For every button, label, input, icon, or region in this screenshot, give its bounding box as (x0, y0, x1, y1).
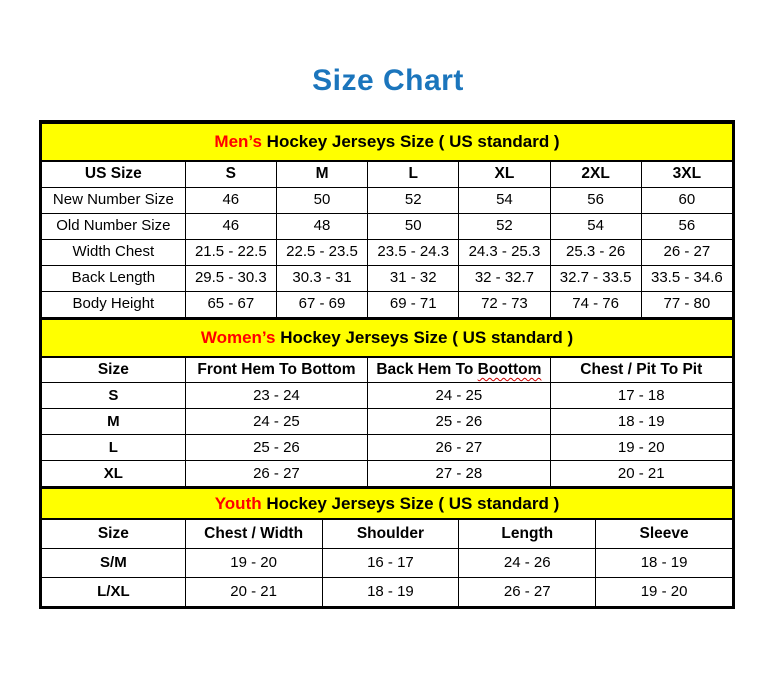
data-cell: 69 - 71 (368, 291, 459, 317)
column-header: Chest / Pit To Pit (550, 357, 732, 383)
table-row (42, 548, 733, 577)
column-header: Chest / Width (185, 519, 322, 548)
mens-title-rest: Hockey Jerseys Size ( US standard ) (261, 132, 560, 152)
table-row (42, 383, 733, 409)
row-label: M (42, 409, 186, 435)
row-label: Width Chest (42, 239, 186, 265)
data-cell: 67 - 69 (276, 291, 367, 317)
row-label: L (42, 435, 186, 461)
data-cell: 26 - 27 (185, 461, 367, 487)
column-header: Sleeve (596, 519, 733, 548)
data-cell: 18 - 19 (550, 409, 732, 435)
data-cell: 24 - 25 (368, 383, 550, 409)
womens-title-accent: Women’s (200, 327, 276, 347)
data-cell: 60 (641, 187, 732, 213)
youth-section-title (42, 488, 733, 519)
table-row (42, 435, 733, 461)
data-cell: 17 - 18 (550, 383, 732, 409)
table-row (42, 239, 733, 265)
data-cell: 19 - 20 (185, 548, 322, 577)
data-cell: 77 - 80 (641, 291, 732, 317)
row-label: S/M (42, 548, 186, 577)
womens-title-rest: Hockey Jerseys Size ( US standard ) (275, 327, 574, 347)
table-row (42, 187, 733, 213)
row-label: S (42, 383, 186, 409)
table-row (42, 461, 733, 487)
table-row (42, 265, 733, 291)
data-cell: 46 (185, 213, 276, 239)
data-cell: 24.3 - 25.3 (459, 239, 550, 265)
data-cell: 26 - 27 (368, 435, 550, 461)
table-row (42, 213, 733, 239)
column-header: Size (42, 357, 186, 383)
data-cell: 19 - 20 (596, 577, 733, 606)
column-header-row (42, 357, 733, 383)
data-cell: 27 - 28 (368, 461, 550, 487)
data-cell: 29.5 - 30.3 (185, 265, 276, 291)
data-cell: 32.7 - 33.5 (550, 265, 641, 291)
data-cell: 25 - 26 (368, 409, 550, 435)
youth-section-band (42, 488, 733, 519)
data-cell: 26 - 27 (459, 577, 596, 606)
data-cell: 54 (550, 213, 641, 239)
data-cell: 18 - 19 (596, 548, 733, 577)
data-cell: 50 (276, 187, 367, 213)
column-header: XL (459, 161, 550, 187)
youth-title-rest: Hockey Jerseys Size ( US standard ) (261, 493, 560, 513)
row-label: XL (42, 461, 186, 487)
data-cell: 16 - 17 (322, 548, 459, 577)
column-header-row (42, 519, 733, 548)
womens-size-table (41, 318, 733, 488)
womens-section-title (42, 319, 733, 357)
data-cell: 26 - 27 (641, 239, 732, 265)
data-cell: 65 - 67 (185, 291, 276, 317)
mens-section-band (42, 123, 733, 161)
column-header: Back Hem To Boottom (368, 357, 550, 383)
youth-size-table (41, 487, 733, 607)
data-cell: 21.5 - 22.5 (185, 239, 276, 265)
data-cell: 31 - 32 (368, 265, 459, 291)
size-chart-container (39, 120, 735, 609)
table-row (42, 409, 733, 435)
data-cell: 33.5 - 34.6 (641, 265, 732, 291)
mens-size-table (41, 122, 733, 318)
data-cell: 22.5 - 23.5 (276, 239, 367, 265)
data-cell: 24 - 26 (459, 548, 596, 577)
row-label: L/XL (42, 577, 186, 606)
data-cell: 72 - 73 (459, 291, 550, 317)
row-label: New Number Size (42, 187, 186, 213)
data-cell: 46 (185, 187, 276, 213)
misspelled-word: Boottom (477, 360, 542, 378)
youth-title-accent: Youth (214, 493, 262, 513)
data-cell: 50 (368, 213, 459, 239)
data-cell: 32 - 32.7 (459, 265, 550, 291)
row-label: Old Number Size (42, 213, 186, 239)
page-title: Size Chart (312, 64, 464, 97)
data-cell: 54 (459, 187, 550, 213)
column-header: S (185, 161, 276, 187)
data-cell: 19 - 20 (550, 435, 732, 461)
mens-title-accent: Men’s (214, 132, 262, 152)
table-row (42, 291, 733, 317)
data-cell: 20 - 21 (185, 577, 322, 606)
row-label: Body Height (42, 291, 186, 317)
column-header: US Size (42, 161, 186, 187)
column-header: Shoulder (322, 519, 459, 548)
womens-section-band (42, 319, 733, 357)
column-header: Size (42, 519, 186, 548)
column-header: 3XL (641, 161, 732, 187)
data-cell: 52 (368, 187, 459, 213)
mens-section-title (42, 123, 733, 161)
data-cell: 56 (641, 213, 732, 239)
data-cell: 20 - 21 (550, 461, 732, 487)
data-cell: 23.5 - 24.3 (368, 239, 459, 265)
column-header: 2XL (550, 161, 641, 187)
data-cell: 30.3 - 31 (276, 265, 367, 291)
data-cell: 23 - 24 (185, 383, 367, 409)
data-cell: 24 - 25 (185, 409, 367, 435)
column-header: Front Hem To Bottom (185, 357, 367, 383)
column-header-row (42, 161, 733, 187)
column-header: M (276, 161, 367, 187)
data-cell: 25.3 - 26 (550, 239, 641, 265)
data-cell: 18 - 19 (322, 577, 459, 606)
table-row (42, 577, 733, 606)
data-cell: 74 - 76 (550, 291, 641, 317)
row-label: Back Length (42, 265, 186, 291)
data-cell: 48 (276, 213, 367, 239)
column-header: Length (459, 519, 596, 548)
data-cell: 52 (459, 213, 550, 239)
column-header: L (368, 161, 459, 187)
data-cell: 25 - 26 (185, 435, 367, 461)
data-cell: 56 (550, 187, 641, 213)
